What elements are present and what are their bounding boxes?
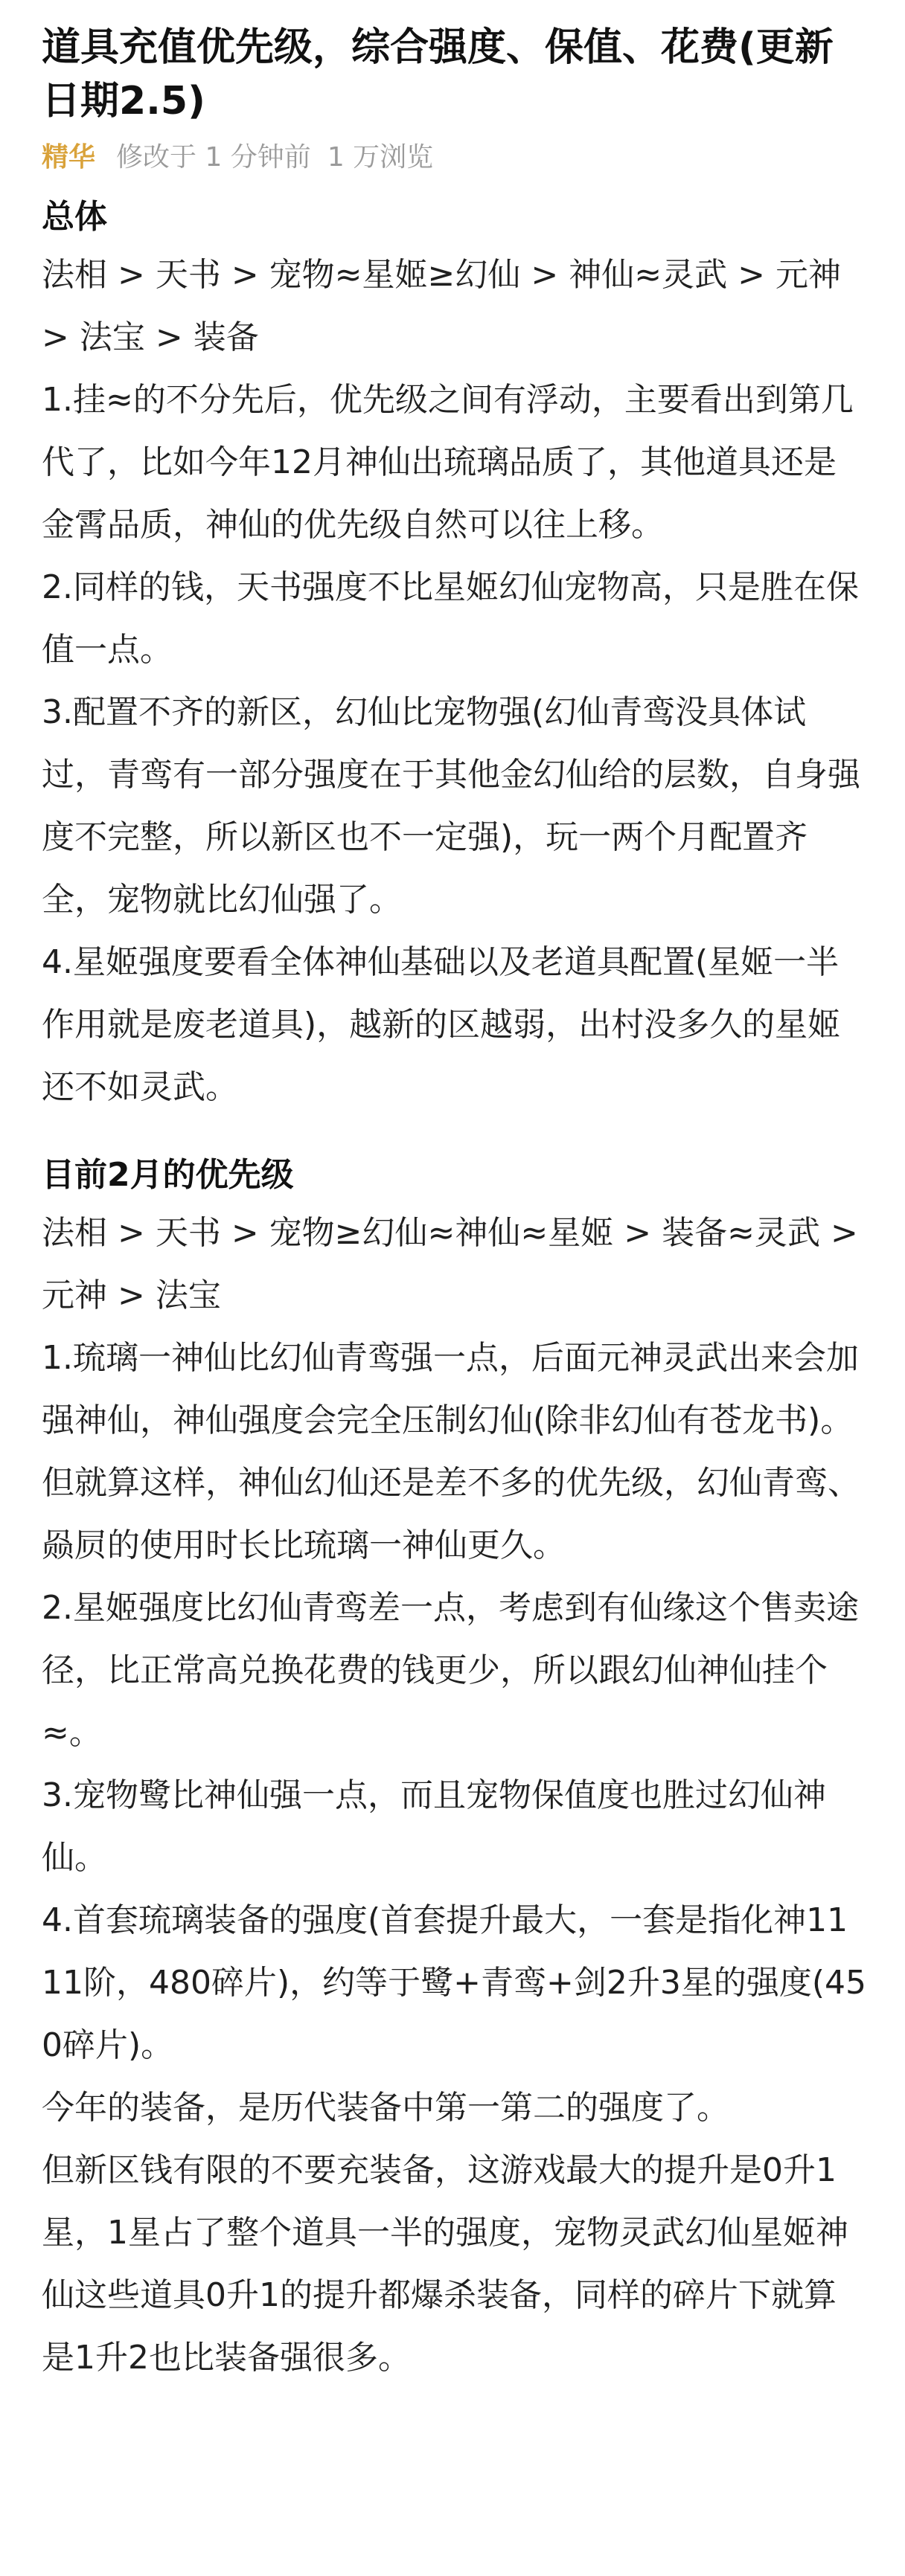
article-meta <box>42 137 868 179</box>
paragraph: 1.挂≈的不分先后，优先级之间有浮动，主要看出到第几代了，比如今年12月神仙出琉璃品质了，其他道具还是金霄品质，神仙的优先级自然可以往上移。 <box>42 381 854 544</box>
article-title: 道具充值优先级，综合强度、保值、花费(更新日期2.5) <box>42 25 834 123</box>
priority-order: 法相 > 天书 > 宠物≥幻仙≈神仙≈星姬 > 装备≈灵武 > 元神 > 法宝 <box>42 1214 858 1314</box>
section-spacer <box>42 1119 868 1149</box>
paragraph: 4.首套琉璃装备的强度(首套提升最大，一套是指化神1111阶，480碎片)，约等于鹭+青鸾+剑2升3星的强度(450碎片)。 <box>42 1901 867 2064</box>
paragraph: 2.星姬强度比幻仙青鸾差一点，考虑到有仙缘这个售卖途径，比正常高兑换花费的钱更少，所以跟幻仙神仙挂个≈。 <box>42 1589 859 1752</box>
priority-order: 法相 > 天书 > 宠物≈星姬≥幻仙 > 神仙≈灵武 > 元神 > 法宝 > 装备 <box>42 256 841 356</box>
view-count: 1 万浏览 <box>327 142 434 173</box>
paragraph: 4.星姬强度要看全体神仙基础以及老道具配置(星姬一半作用就是废老道具)，越新的区越弱，出村没多久的星姬还不如灵武。 <box>42 943 841 1106</box>
paragraph: 今年的装备，是历代装备中第一第二的强度了。 <box>42 2089 729 2127</box>
section-heading: 目前2月的优先级 <box>42 1156 294 1194</box>
paragraph: 3.宠物鹭比神仙强一点，而且宠物保值度也胜过幻仙神仙。 <box>42 1776 826 1877</box>
paragraph: 3.配置不齐的新区，幻仙比宠物强(幻仙青鸾没具体试过，青鸾有一部分强度在于其他金幻仙给的层数，自身强度不完整，所以新区也不一定强)，玩一两个月配置齐全，宠物就比幻仙强了。 <box>42 693 860 919</box>
section-overall <box>42 190 868 1119</box>
paragraph: 但新区钱有限的不要充装备，这游戏最大的提升是0升1星，1星占了整个道具一半的强度，宠物灵武幻仙星姬神仙这些道具0升1的提升都爆杀装备，同样的碎片下就算是1升2也比装备强很多。 <box>42 2151 848 2377</box>
modified-time: 修改于 1 分钟前 <box>116 142 311 173</box>
paragraph: 但就算这样，神仙幻仙还是差不多的优先级，幻仙青鸾、赑屃的使用时长比琉璃一神仙更久。 <box>42 1464 860 1564</box>
section-february <box>42 1149 868 2389</box>
paragraph: 2.同样的钱，天书强度不比星姬幻仙宠物高，只是胜在保值一点。 <box>42 568 859 669</box>
featured-badge: 精华 <box>42 142 96 173</box>
paragraph: 1.琉璃一神仙比幻仙青鸾强一点，后面元神灵武出来会加强神仙，神仙强度会完全压制幻仙(除非幻仙有苍龙书)。 <box>42 1339 859 1439</box>
section-heading: 总体 <box>42 198 107 236</box>
